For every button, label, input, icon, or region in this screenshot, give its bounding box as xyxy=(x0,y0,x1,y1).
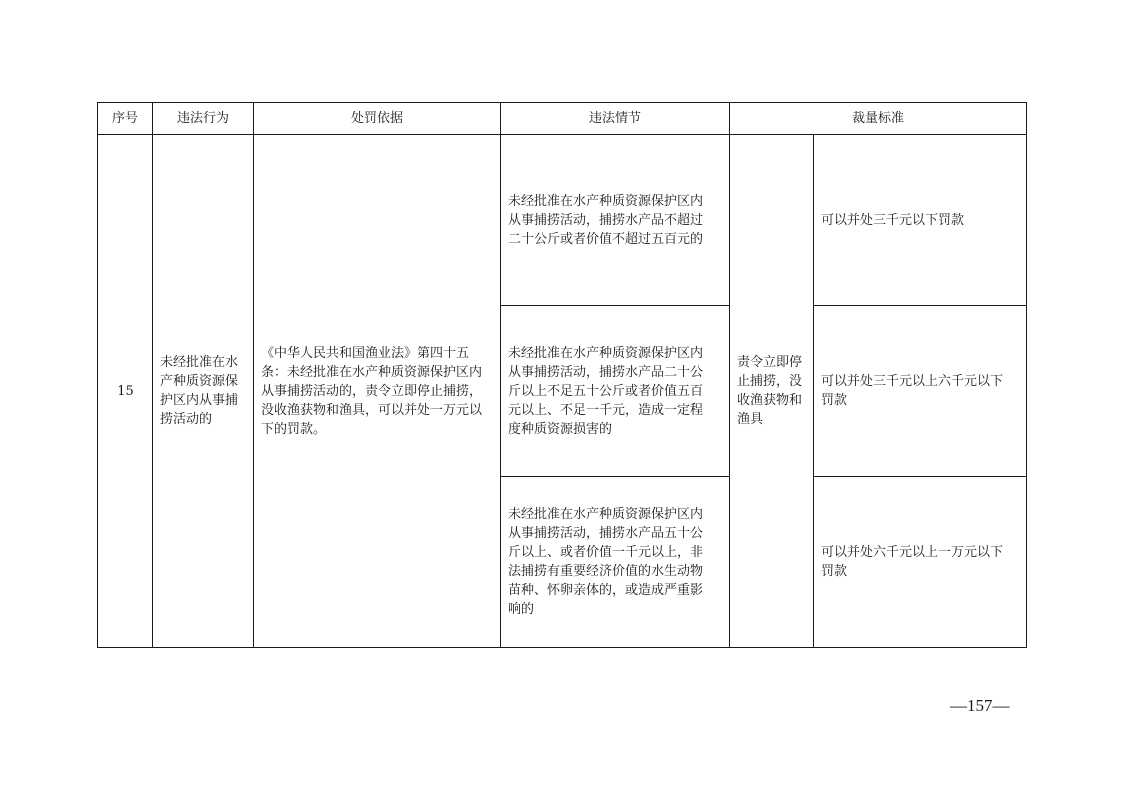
seq-number: 15 xyxy=(117,383,134,399)
violation-text: 未经批准在水 产种质资源保 护区内从事捕 捞活动的 xyxy=(160,355,239,427)
header-standard: 裁量标准 xyxy=(730,103,1027,135)
cell-circumstance-2 xyxy=(501,306,730,477)
measure-text: 责令立即停 止捕捞，没 收渔获物和 渔具 xyxy=(737,355,803,427)
cell-violation xyxy=(153,135,254,648)
cell-standard-3 xyxy=(814,477,1027,648)
cell-basis xyxy=(254,135,501,648)
table-header-row xyxy=(98,103,1027,135)
basis-text: 《中华人民共和国渔业法》第四十五 条：未经批准在水产种质资源保护区内 从事捕捞活动的，责令立即停止捕捞， 没收渔获物和渔具，可以并处一万元以 下的罚款。 xyxy=(261,345,483,437)
circumstance-text-1: 未经批准在水产种质资源保护区内 从事捕捞活动，捕捞水产品不超过 二十公斤或者价值不超过五百元的 xyxy=(508,193,704,247)
page-number: —157— xyxy=(950,696,1010,715)
table-row xyxy=(98,135,1027,306)
header-violation: 违法行为 xyxy=(153,103,254,135)
standard-text-2: 可以并处三千元以上六千元以下 罚款 xyxy=(821,374,1004,408)
cell-circumstance-3 xyxy=(501,477,730,648)
standard-text-1: 可以并处三千元以下罚款 xyxy=(821,212,965,228)
cell-standard-1 xyxy=(814,135,1027,306)
circumstance-text-2: 未经批准在水产种质资源保护区内 从事捕捞活动，捕捞水产品二十公 斤以上不足五十公斤或者价值五百 元以上、不足一千元，造成一定程 度种质资源损害的 xyxy=(508,345,704,437)
header-circumstance: 违法情节 xyxy=(501,103,730,135)
cell-seq xyxy=(98,135,153,648)
penalty-discretion-table xyxy=(97,102,1027,648)
circumstance-text-3: 未经批准在水产种质资源保护区内 从事捕捞活动，捕捞水产品五十公 斤以上、或者价值一千元以上，非 法捕捞有重要经济价值的水生动物 苗种、怀卵亲体的，或造成严重影 响的 xyxy=(508,507,704,617)
header-seq: 序号 xyxy=(98,103,153,135)
cell-circumstance-1 xyxy=(501,135,730,306)
cell-measure xyxy=(730,135,814,648)
standard-text-3: 可以并处六千元以上一万元以下 罚款 xyxy=(821,545,1004,579)
cell-standard-2 xyxy=(814,306,1027,477)
header-basis: 处罚依据 xyxy=(254,103,501,135)
